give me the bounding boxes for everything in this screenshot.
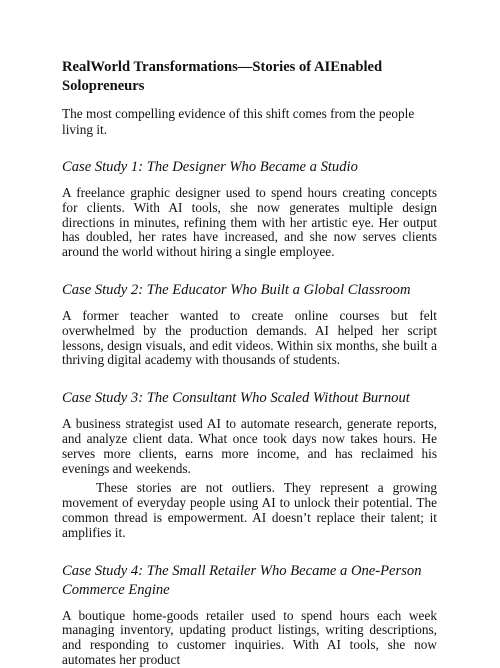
document-page [62,58,437,668]
case-study-2-body: A former teacher wanted to create online courses but felt overwhelmed by the production demands. AI helped her script lessons, design visuals, and edit videos. Within six months, she built a thriving digital academy with thousands of students. [62,307,437,368]
case-study-4-body: A boutique home-goods retailer used to spend hours each week managing inventory, updating product listings, writing descriptions, and responding to customer inquiries. With AI tools, she now automates her product [62,607,437,667]
chapter-title: RealWorld Transformations—Stories of AIEnabled Solopreneurs [62,59,383,94]
case-study-1-body: A freelance graphic designer used to spend hours creating concepts for clients. With AI tools, she now generates multiple design directions in minutes, refining them with her artistic eye. Her output has doubled, her rates have increased, and she now serves clients around the world without hiring a single employee. [62,185,437,260]
case-study-3-heading: Case Study 3: The Consultant Who Scaled Without Burnout [62,390,410,407]
intro-paragraph: The most compelling evidence of this shift comes from the people living it. [62,106,415,137]
case-study-3-body: A business strategist used AI to automate research, generate reports, and analyze client data. What once took days now takes hours. He serves more clients, earns more income, and has reclaimed his evenings and weekends. [62,416,437,476]
case-study-1-heading: Case Study 1: The Designer Who Became a Studio [62,159,358,175]
case-study-4-heading: Case Study 4: The Small Retailer Who Became a One-Person Commerce Engine [62,562,422,598]
case-study-2-heading: Case Study 2: The Educator Who Built a Global Classroom [62,281,411,298]
case-study-3-followup: These stories are not outliers. They represent a growing movement of everyday people using AI to unlock their potential. The common thread is empowerment. AI doesn’t replace their talent; it amplifies it. [62,480,437,540]
